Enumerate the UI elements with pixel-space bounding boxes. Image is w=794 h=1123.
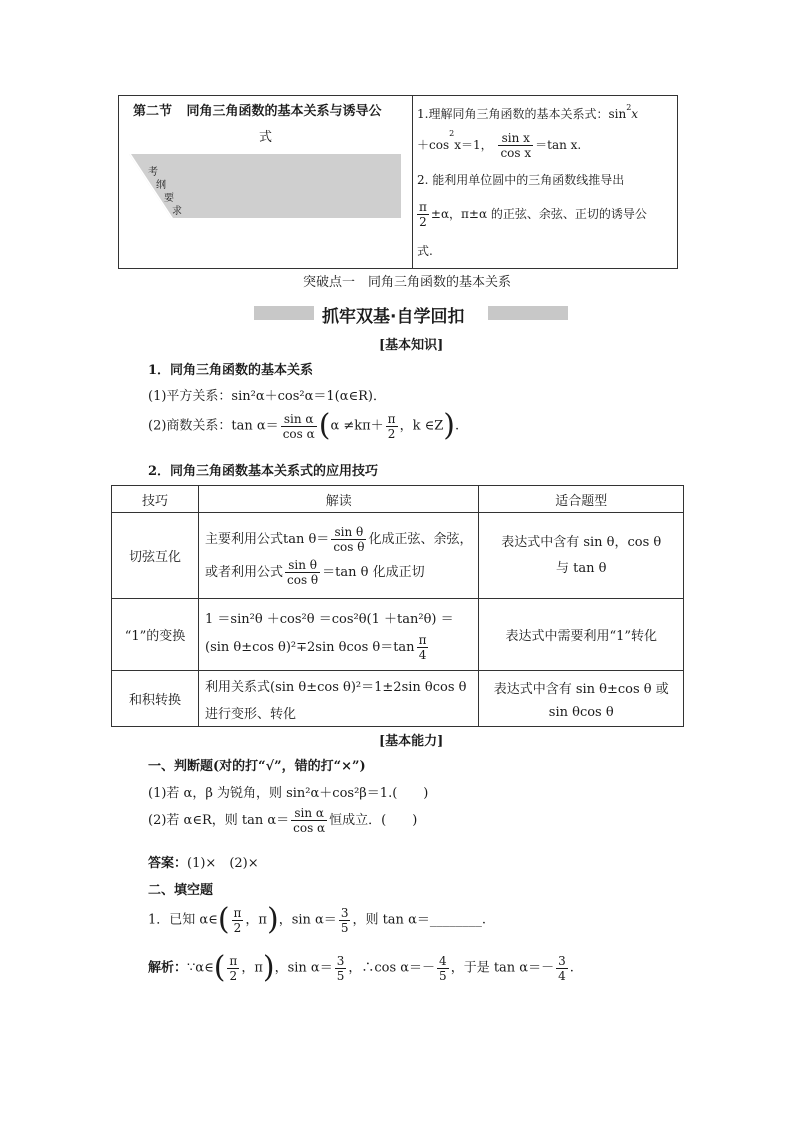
judge-question-1: (1)若 α，β 为锐角，则 sin²α＋cos²β＝1.( ) bbox=[148, 786, 429, 801]
section-title: 同角三角函数的基本关系与诱导公 bbox=[186, 104, 382, 119]
requirement-2-line-3: 式. bbox=[417, 244, 433, 258]
header-type: 适合题型 bbox=[479, 486, 684, 513]
label-char-2: 纲 bbox=[156, 180, 166, 191]
table-row bbox=[112, 671, 684, 727]
explanation-cell: 1 ＝sin²θ ＋cos²θ ＝cos²θ(1 ＋tan²θ) ＝ (sin θ±cos θ)²∓2sin θcos θ＝tan $\frac{\pi}{4}$ bbox=[199, 599, 479, 671]
fill-question-1: 1．已知 α∈( $\frac{\pi}{2}$ ，π)，sin α＝ $\frac{3}{5}$ ，则 tan α＝________. bbox=[148, 902, 486, 937]
quotient-relation: (2)商数关系：tan α＝ $\frac{\text{sin α}}{\text{cos α}}$ (α ≠kπ＋ $\frac{\pi}{2}$ ，k ∈Z). bbox=[148, 408, 460, 443]
header-skill: 技巧 bbox=[112, 486, 199, 513]
skill-cell: 和积转换 bbox=[112, 671, 199, 727]
label-char-3: 要 bbox=[164, 193, 174, 204]
type-cell: 表达式中需要利用“1”转化 bbox=[479, 599, 684, 671]
judge-question-2: (2)若 α∈R，则 tan α＝ $\frac{\text{sin α}}{\text{cos α}}$ 恒成立．( ) bbox=[148, 806, 418, 835]
banner-bar-left bbox=[254, 306, 314, 320]
knowledge-item-2: 2．同角三角函数基本关系式的应用技巧 bbox=[148, 464, 379, 479]
skill-cell: “1”的变换 bbox=[112, 599, 199, 671]
breakthrough-title: 突破点一 同角三角函数的基本关系 bbox=[303, 275, 512, 290]
knowledge-item-1: 1．同角三角函数的基本关系 bbox=[148, 363, 314, 378]
header-explanation: 解读 bbox=[199, 486, 479, 513]
requirement-2-line-1: 2. 能利用单位圆中的三角函数线推导出 bbox=[417, 173, 625, 187]
requirement-1-line-2: $+\cos^2x=1$， $\frac{\text{sin x}}{\text{cos x}}$ ＝tan x. bbox=[417, 129, 582, 160]
requirements-cell bbox=[413, 96, 677, 268]
skill-cell: 切弦互化 bbox=[112, 513, 199, 599]
skills-table bbox=[111, 485, 684, 727]
type-cell: 表达式中含有 sin θ，cos θ 与 tan θ bbox=[479, 513, 684, 599]
requirement-2-line-2: $\frac{\pi}{2}$ ±α，π±α 的正弦、余弦、正切的诱导公 bbox=[419, 200, 647, 229]
square-relation: (1)平方关系：sin²α＋cos²α＝1(α∈R)． bbox=[148, 389, 386, 404]
table-row bbox=[112, 513, 684, 599]
section-title-cont: 式 bbox=[259, 130, 273, 145]
section-title-cell bbox=[119, 96, 413, 268]
requirement-1-line-1: 1.理解同角三角函数的基本关系式：$\sin^2x$ bbox=[417, 103, 639, 121]
table-row bbox=[112, 599, 684, 671]
basic-ability-heading: [基本能力] bbox=[379, 734, 444, 749]
fill-title: 二、填空题 bbox=[148, 883, 214, 898]
basic-knowledge-heading: [基本知识] bbox=[379, 338, 444, 353]
explanation-cell: 利用关系式(sin θ±cos θ)²＝1±2sin θcos θ 进行变形、转化 bbox=[199, 671, 479, 727]
judge-answer: 答案：(1)× (2)× bbox=[148, 856, 259, 871]
label-char-4: 求 bbox=[172, 206, 182, 217]
banner-title: 抓牢双基·自学回扣 bbox=[322, 307, 465, 327]
syllabus-table bbox=[118, 95, 678, 269]
banner-bar-right bbox=[488, 306, 568, 320]
judge-title: 一、判断题(对的打“√”，错的打“×”) bbox=[148, 759, 366, 774]
type-cell: 表达式中含有 sin θ±cos θ 或 sin θcos θ bbox=[479, 671, 684, 727]
fill-solution-1: 解析：∵α∈( $\frac{\pi}{2}$ ，π)，sin α＝ $\frac{3}{5}$ ，∴cos α＝－ $\frac{4}{5}$ ，于是 tan α＝－ $\frac{3}{4}$ . bbox=[148, 950, 574, 985]
syllabus-label-shape bbox=[129, 154, 404, 220]
section-number: 第二节 bbox=[133, 104, 173, 119]
explanation-cell: 主要利用公式tan θ＝ $\frac{\text{sin θ}}{\text{cos θ}}$ 化成正弦、余弦， 或者利用公式 $\frac{\text{sin θ}}{\text{cos θ}}$ ＝tan θ 化成正切 bbox=[199, 513, 479, 599]
label-char-1: 考 bbox=[148, 167, 158, 178]
